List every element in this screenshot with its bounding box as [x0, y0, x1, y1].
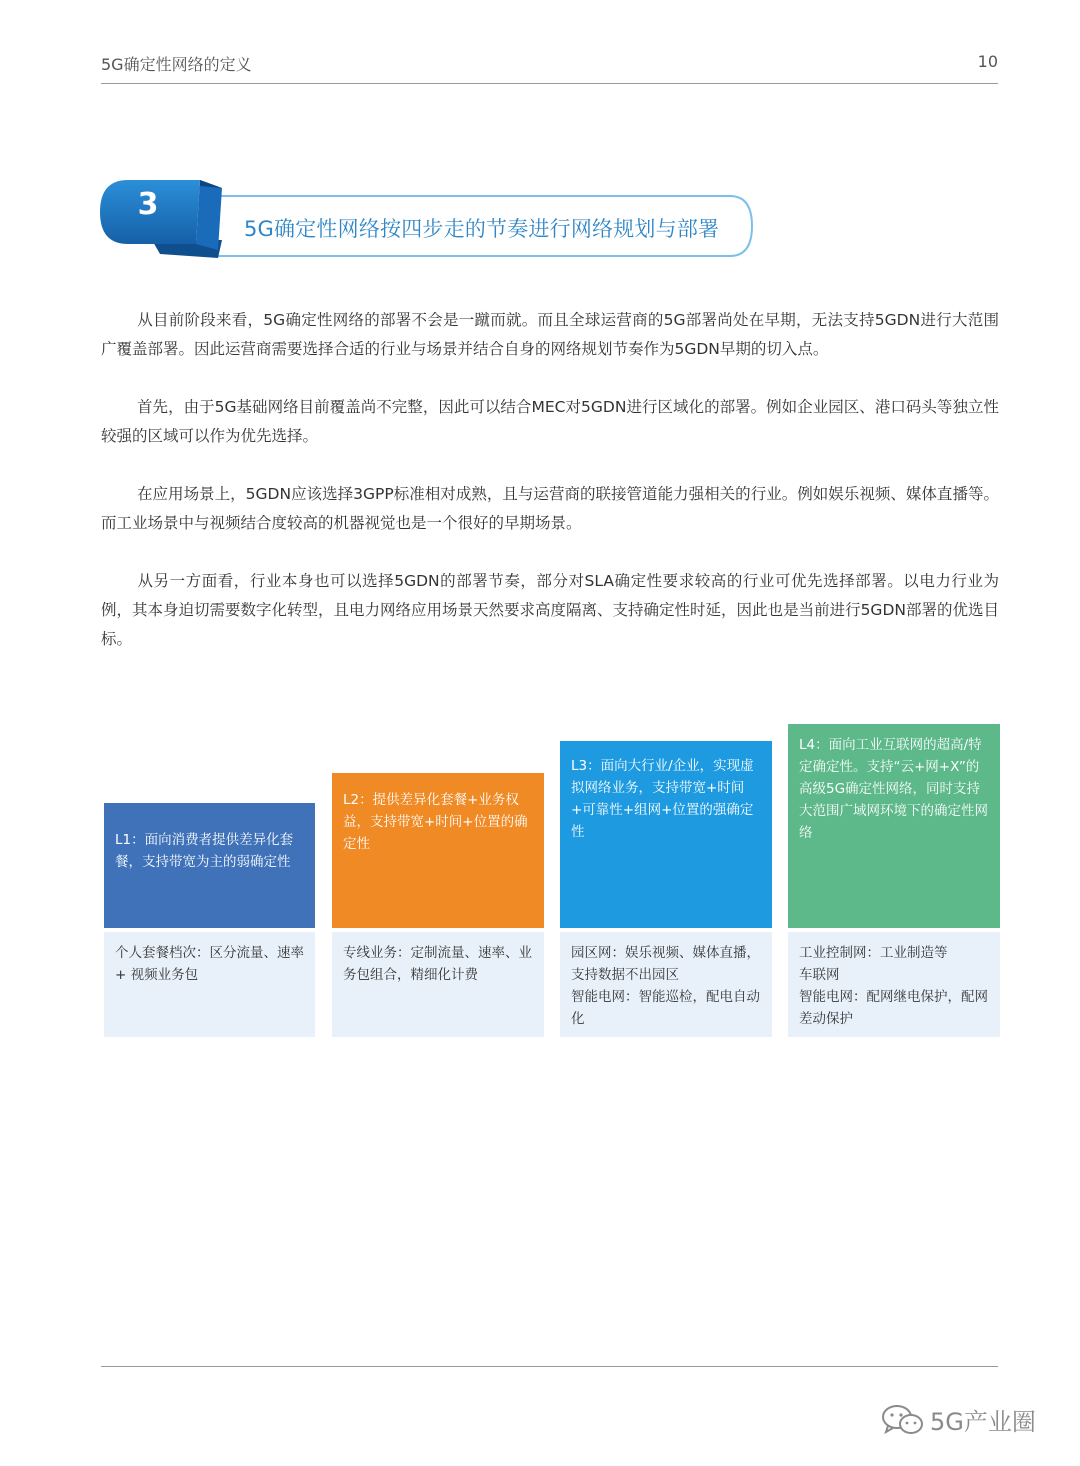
level-label: L2：提供差异化套餐+业务权益，支持带宽+时间+位置的确定性: [343, 792, 528, 852]
section-number: 3: [137, 187, 159, 222]
footer-divider: [101, 1366, 998, 1367]
paragraph-2: [101, 393, 999, 451]
section-title: 5G确定性网络按四步走的节奏进行网络规划与部署: [244, 217, 720, 241]
level-label: L1：面向消费者提供差异化套餐，支持带宽为主的弱确定性: [115, 832, 294, 870]
paragraph-1: [101, 306, 999, 364]
detail-line: 智能电网：配网继电保护，配网差动保护: [799, 989, 988, 1027]
detail-line: 车联网: [799, 967, 840, 983]
paragraph-4: [101, 567, 999, 654]
level-label: L4：面向工业互联网的超高/特定确定性。支持“云+网+X”的高级5G确定性网络，同时支持大范围广域网环境下的确定性网络: [799, 737, 988, 841]
detail-line: 园区网：娱乐视频、媒体直播，支持数据不出园区: [571, 945, 760, 983]
level-l3-details: [560, 932, 772, 1037]
paragraph-text: 首先，由于5G基础网络目前覆盖尚不完整，因此可以结合MEC对5GDN进行区域化的部署。例如企业园区、港口码头等独立性较强的区域可以作为优先选择。: [101, 398, 999, 445]
page-number: 10: [977, 52, 998, 71]
header-title: 5G确定性网络的定义: [101, 55, 252, 74]
detail-line: 智能电网：智能巡检，配电自动化: [571, 989, 760, 1027]
paragraph-3: [101, 480, 999, 538]
level-l3-box: [560, 741, 772, 928]
level-l1-box: [104, 803, 315, 928]
detail-line: 个人套餐档次：区分流量、速率 + 视频业务包: [115, 945, 304, 983]
level-l2-box: [332, 773, 544, 928]
paragraph-text: 从另一方面看，行业本身也可以选择5GDN的部署节奏，部分对SLA确定性要求较高的行业可优先选择部署。以电力行业为例，其本身迫切需要数字化转型，且电力网络应用场景天然要求高度隔离、支持确定性时延，因此也是当前进行5GDN部署的优选目标。: [101, 572, 999, 648]
level-label: L3：面向大行业/企业，实现虚拟网络业务，支持带宽+时间+可靠性+组网+位置的强确定性: [571, 758, 754, 840]
wechat-icon: [880, 1402, 926, 1438]
level-l4-details: [788, 932, 1000, 1037]
detail-line: 专线业务：定制流量、速率、业务包组合，精细化计费: [343, 945, 532, 983]
paragraph-text: 从目前阶段来看，5G确定性网络的部署不会是一蹴而就。而且全球运营商的5G部署尚处在早期，无法支持5GDN进行大范围广覆盖部署。因此运营商需要选择合适的行业与场景并结合自身的网络规划节奏作为5GDN早期的切入点。: [101, 311, 999, 358]
watermark: [880, 1402, 1036, 1438]
paragraph-text: 在应用场景上，5GDN应该选择3GPP标准相对成熟，且与运营商的联接管道能力强相关的行业。例如娱乐视频、媒体直播等。而工业场景中与视频结合度较高的机器视觉也是一个很好的早期场景。: [101, 485, 999, 532]
watermark-text: 5G产业圈: [930, 1408, 1036, 1436]
page-header: [101, 50, 998, 84]
detail-line: 工业控制网：工业制造等: [799, 945, 948, 961]
level-l1-details: [104, 932, 315, 1037]
level-l2-details: [332, 932, 544, 1037]
level-l4-box: [788, 724, 1000, 928]
